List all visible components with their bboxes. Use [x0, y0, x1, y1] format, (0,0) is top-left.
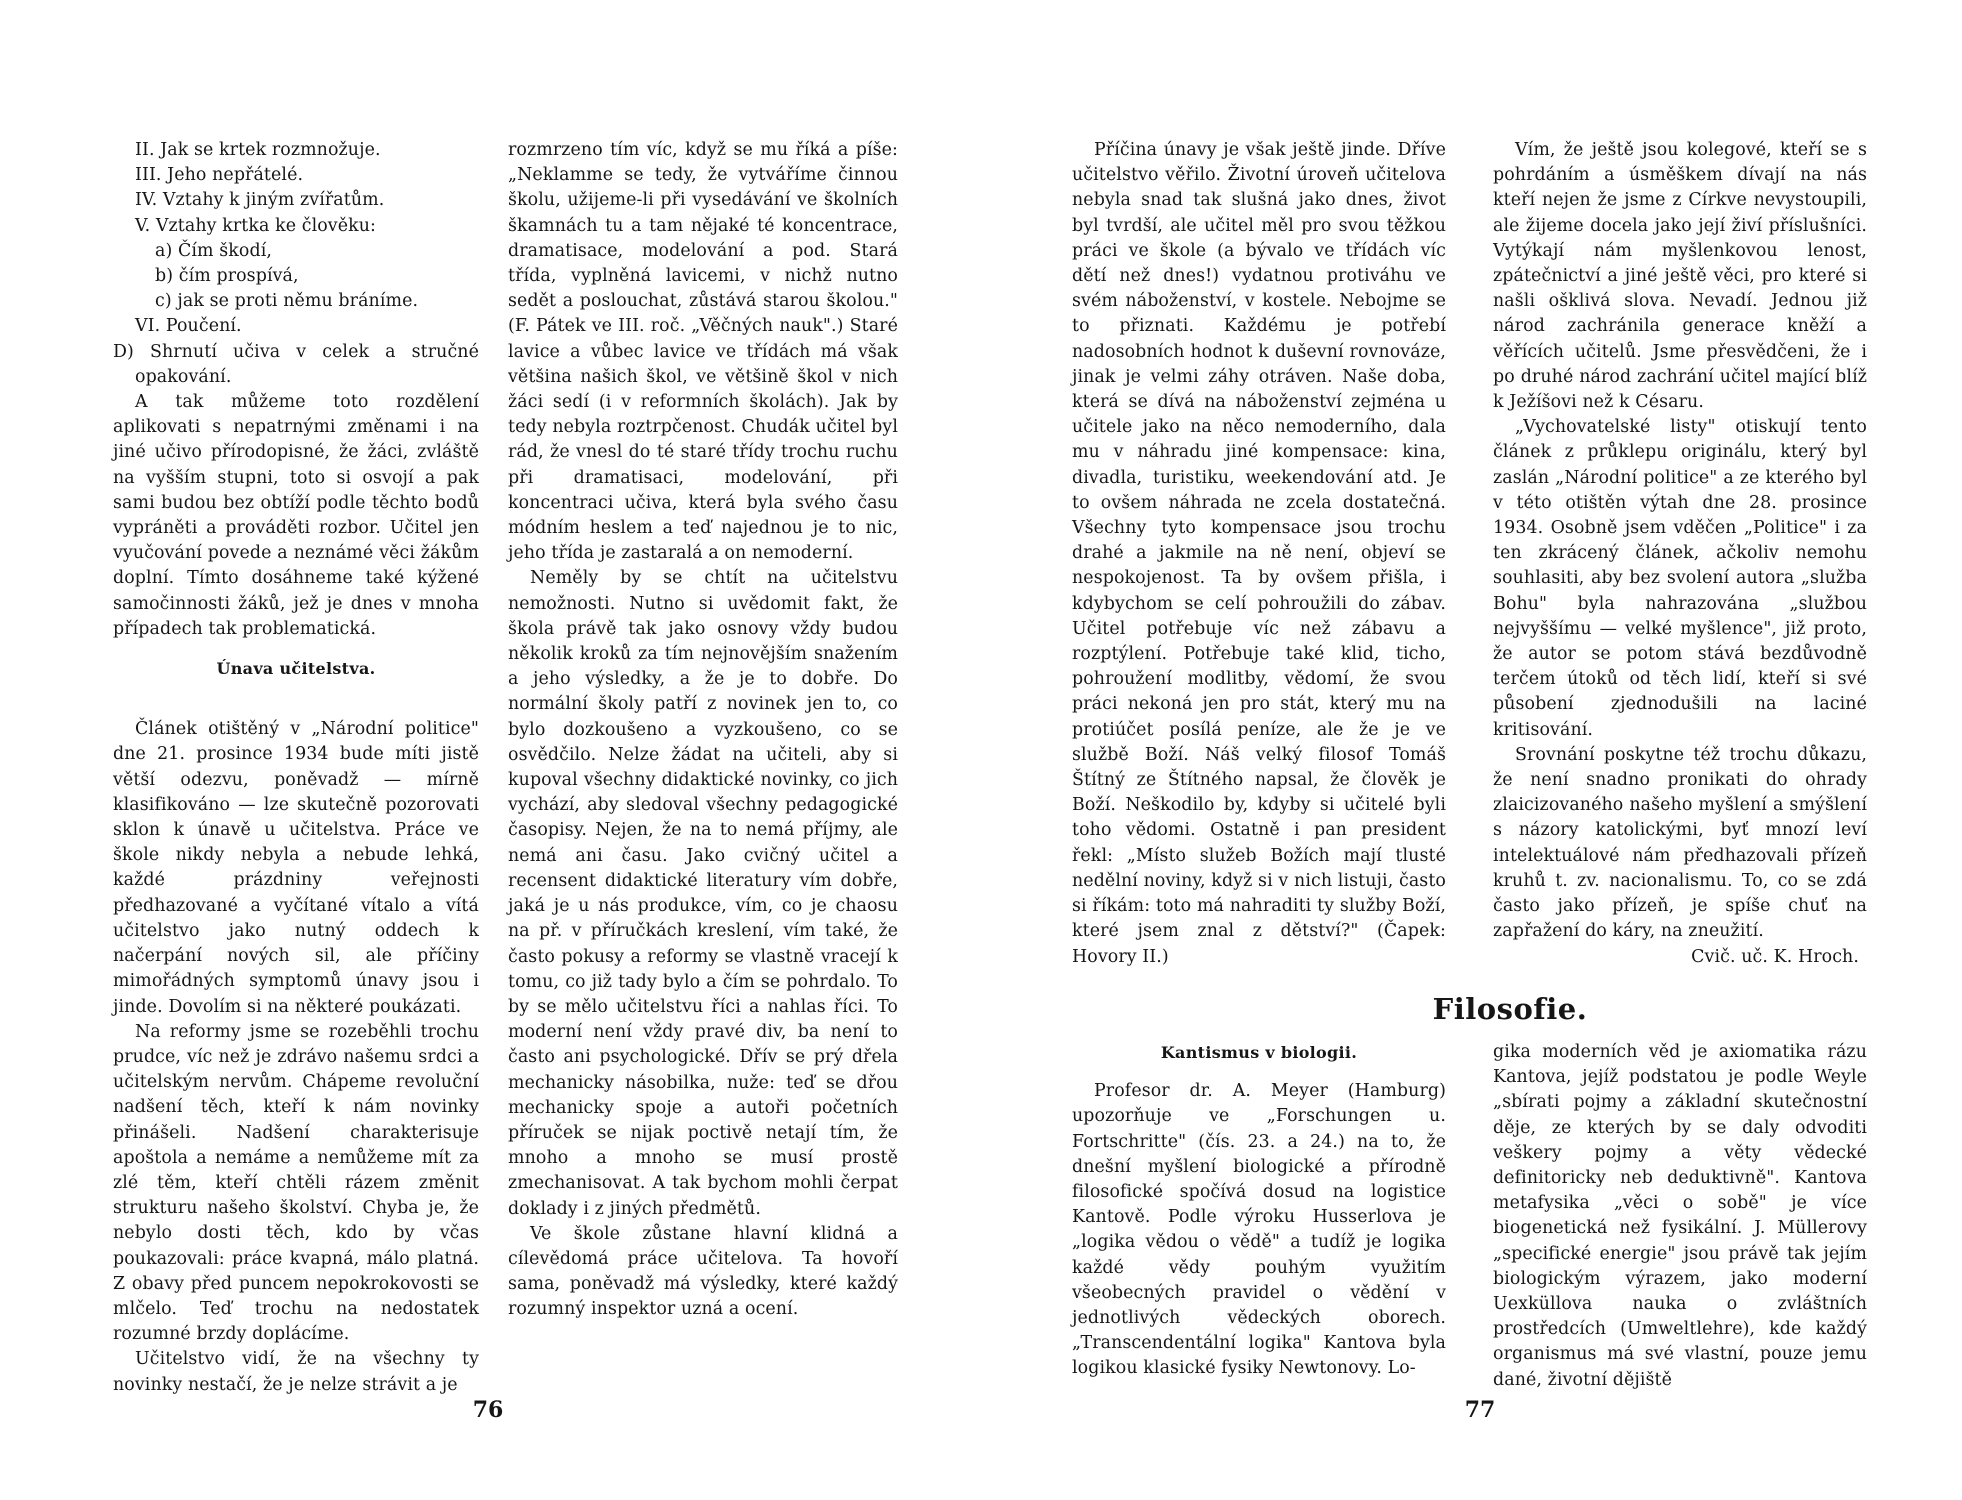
paragraph: Ve škole zůstane hlavní klidná a cílevědomá práce učitelova. Ta hovoří sama, poněvadž má výsledky, které každý rozumný inspektor uzná a ocení. — [508, 1223, 898, 1320]
paragraph: Příčina únavy je však ještě jinde. Dříve učitelstvo věřilo. Životní úroveň učitelova nebyla snad tak slušná jako dnes, život byl tvrdší, ale učitel měl pro svou těžkou práci ve škole (a bývalo ve třídách víc dětí než dnes!) vydatnou protiváhu ve svém náboženství, v kostele. Nebojme se to přiznati. Každému je potřebí nadosobních hodnot k duševní rovnováze, jinak je velmi záhy otráven. Naše doba, která se dívá na náboženství zejména u učitele jako na něco nemoderního, dala mu v náhradu jiné kompensace: kina, divadla, turistiku, weekendování atd. Je to ovšem náhrada ne zcela dostatečná. Všechny tyto kompensace jsou trochu drahé a jakmile na ně není, objeví se nespokojenost. Ta by ovšem přišla, i kdybychom se celí pohroužili do zábav. Učitel potřebuje víc než zábavu a rozptýlení. Potřebuje také klid, ticho, pohroužení modlitby, vědomí, že svou práci nekoná jen pro stát, který mu na protiúčet posílá peníze, ale že je ve službě Boží. Náš velký filosof Tomáš Štítný ze Štítného napsal, že člověk je Boží. Neškodilo by, kdyby si učitelé byli toho vědomi. Ostatně i pan president řekl: „Místo služeb Božích mají tlusté nedělní noviny, když si v nich listuji, často si říkám: toto má nahraditi ty služby Boží, které jsem znal z dětství?" (Čapek: Hovory II.) — [1072, 140, 1446, 967]
outline-item: D) Shrnutí učiva v celek a stručné opakování. — [113, 341, 479, 387]
article-heading-kantismus: Kantismus v biologii. — [1160, 1043, 1358, 1062]
paragraph: Vím, že ještě jsou kolegové, kteří se s pohrdáním a úsměškem dívají na nás kteří nejen že jsme z Církve nevystoupili, ale žijeme docela jako její živí příslušníci. Vytýkají nám myšlenkovou lenost, zpátečnictví a jiné ještě věci, pro které si našli ošklivá slova. Nevadí. Jednou již národ zachránila generace kněží a věřících učitelů. Jsme přesvědčeni, že i po druhé národ zachrání učitel mající blíž k Ježíšovi než k Césaru. — [1493, 140, 1867, 413]
page-77-column-3 — [1072, 1040, 1446, 1382]
section-title-filosofie: Filosofie. — [1432, 992, 1588, 1026]
outline-item: VI. Poučení. — [135, 316, 242, 337]
page-number-left: 76 — [472, 1397, 504, 1423]
outline-subitem: b) čím prospívá, — [155, 266, 299, 287]
paragraph: A tak můžeme toto rozdělení aplikovati s nepatrnými změnami i na jiné učivo přírodopisné, že žáci, zvláště na vyšším stupni, toto si osvojí a pak sami budou bez obtíží podle těchto bodů vypráněti a prováděti rozbor. Učitel jen vyučování povede a neznámé věci žákům doplní. Tímto dosáhneme také kýžené samočinnosti žáků, jež je dnes v mnoha případech tak problematická. — [113, 392, 479, 639]
paragraph: Učitelstvo vidí, že na všechny ty novinky nestačí, že je nelze strávit a je — [113, 1349, 479, 1395]
outline-item: IV. Vztahy k jiným zvířatům. — [135, 190, 385, 211]
outline-item: II. Jak se krtek rozmnožuje. — [135, 140, 381, 160]
outline-subitem: c) jak se proti němu bráníme. — [155, 291, 419, 312]
outline-item: III. Jeho nepřátelé. — [135, 165, 304, 186]
author-signature: Cvič. uč. K. Hroch. — [1691, 946, 1859, 967]
outline-item: V. Vztahy krtka ke člověku: — [135, 215, 377, 236]
paragraph: Srovnání poskytne též trochu důkazu, že není snadno pronikati do ohrady zlaicizovaného našeho myšlení a smýšlení s názory katolickými, byť mnozí leví intelektuálové nám předhazovali přízeň kruhů t. zv. nacionalismu. To, co se zdá často jako přízeň, je spíše chuť na zapřažení do káry, na zneužití. — [1493, 744, 1867, 942]
article-heading-unava: Únava učitelstva. — [216, 659, 376, 679]
paragraph: Na reformy jsme se rozeběhli trochu prudce, víc než je zdrávo našemu srdci a učitelským nervům. Chápeme revoluční nadšení těch, kteří k nám novinky přinášeli. Nadšení charakterisuje apoštola a nemáme a nemůžeme mít za zlé těm, kteří chtěli rázem změnit strukturu našeho školství. Chyba je, že nebylo dosti těch, kdo by včas poukazovali: práce kvapná, málo platná. Z obavy před puncem nepokrokovosti se mlčelo. Teď trochu na nedostatek rozumné brzdy doplácíme. — [113, 1021, 479, 1345]
page-77-column-4 — [1493, 1040, 1867, 1393]
page-number-right: 77 — [1464, 1397, 1496, 1423]
paragraph: gika moderních věd je axiomatika rázu Kantova, jejíž podstatou je podle Weyle „sbírati pojmy a základní skutečnostní děje, ze kterých by se daly odvoditi veškery pojmy a věty vědecké definitoricky neb deduktivně". Kantova metafysika „věci o sobě" je více biogenetická než fysikální. J. Müllerovy „specifické energie" jsou právě tak jejím biologickým výrazem, jako moderní Uexküllova nauka o zvláštních prostředcích (Umweltlehre), kde každý organismus má své vlastní, pouze jemu dané, životní dějiště — [1493, 1042, 1867, 1390]
page-76-column-1 — [113, 138, 479, 1398]
outline-subitem: a) Čím škodí, — [155, 240, 273, 261]
paragraph: Neměly by se chtít na učitelstvu nemožnosti. Nutno si uvědomit fakt, že škola právě tak jako osnovy vždy budou několik kroků za tím nejnovějším snažením a jeho výsledky, a že je to dobře. Do normální školy patří z novinek jen to, co bylo dozkoušeno a vyzkoušeno, co se osvědčilo. Nelze žádat na učiteli, aby si kupoval všechny didaktické novinky, co jich vychází, aby sledoval všechny pedagogické časopisy. Nejen, že na to nemá příjmy, ale nemá ani času. Jako cvičný učitel a recensent didaktické literatury vím dobře, jaká je u nás produkce, vím, co je chaosu na př. v příručkách kreslení, vím také, že často pokusy a reformy se vlastně vracejí k tomu, co již tady bylo a čím se pohrdalo. To by se mělo učitelstvu říci a nahlas říci. To moderní není vždy pravé div, ba není to často ani psychologické. Dřív se prý dřela mechanicky násobilka, nuže: teď se dřou mechanicky spoje a autoři početních příruček se nijak poctivě netají tím, že mnoho a mnoho se musí prostě zmechanisovat. A tak bychom mohli čerpat doklady i z jiných předmětů. — [508, 568, 898, 1219]
lesson-outline — [113, 138, 479, 390]
page-77-column-2 — [1493, 138, 1867, 970]
page-77-column-1 — [1072, 138, 1446, 970]
paragraph: „Vychovatelské listy" otiskují tento článek z průklepu originálu, který byl zaslán „Národní politice" a ze kterého byl v této otištěn výtah dne 28. prosince 1934. Osobně jsem vděčen „Politice" i za ten zkrácený článek, ačkoliv nemohu souhlasiti, aby bez svolení autora „služba Bohu" byla nahrazována „službou nejvyššímu — velké myšlence", již proto, že autor se potom stává bezdůvodně terčem útoků od těch lidí, kteří si své působení zjednodušili na laciné kritisování. — [1493, 417, 1867, 740]
page-76-column-2 — [508, 138, 898, 1323]
paragraph: rozmrzeno tím víc, když se mu říká a píše: „Neklamme se tedy, že vytváříme činnou školu, užijeme-li při vysedávání ve školních škamnách tu a tam nějaké té koncentrace, dramatisace, modelování a pod. Stará třída, vyplněná lavicemi, v nichž nutno sedět a poslouchat, zůstává starou školou." (F. Pátek ve III. roč. „Věčných nauk".) Staré lavice a vůbec lavice ve třídách má však většina našich škol, ve většině škol v nich žáci sedí (i v reformních školách). Jak by tedy nebyla roztrpčenost. Chudák učitel byl rád, že vnesl do té staré třídy trochu ruchu při dramatisaci, modelování, při koncentraci učiva, která byla svého času módním heslem a teď najednou je to nic, jeho třída je zastaralá a on nemoderní. — [508, 140, 898, 564]
paragraph: Článek otištěný v „Národní politice" dne 21. prosince 1934 bude míti jistě větší odezvu, poněvadž — mírně klasifikováno — lze skutečně pozorovati sklon k únavě u učitelstva. Práce ve škole nikdy nebyla a nebude lehká, každé prázdniny veřejnosti předhazované a vyčítané vítalo a vítá učitelstvo jako nutný oddech k načerpání nových sil, ale příčiny mimořádných symptomů únavy jsou i jinde. Dovolím si na některé poukázati. — [113, 719, 479, 1017]
paragraph: Profesor dr. A. Meyer (Hamburg) upozorňuje ve „Forschungen u. Fortschritte" (čís. 23. a 24.) na to, že dnešní myšlení biologické a přírodně filosofické spočívá dosud na logistice Kantově. Podle výroku Husserlova je „logika vědou o vědě" a tudíž je logika každé vědy pouhým využitím všeobecných pravidel o vědění v jednotlivých vědeckých oborech. „Transcendentální logika" Kantova byla logikou klasické fysiky Newtonovy. Lo- — [1072, 1081, 1446, 1379]
